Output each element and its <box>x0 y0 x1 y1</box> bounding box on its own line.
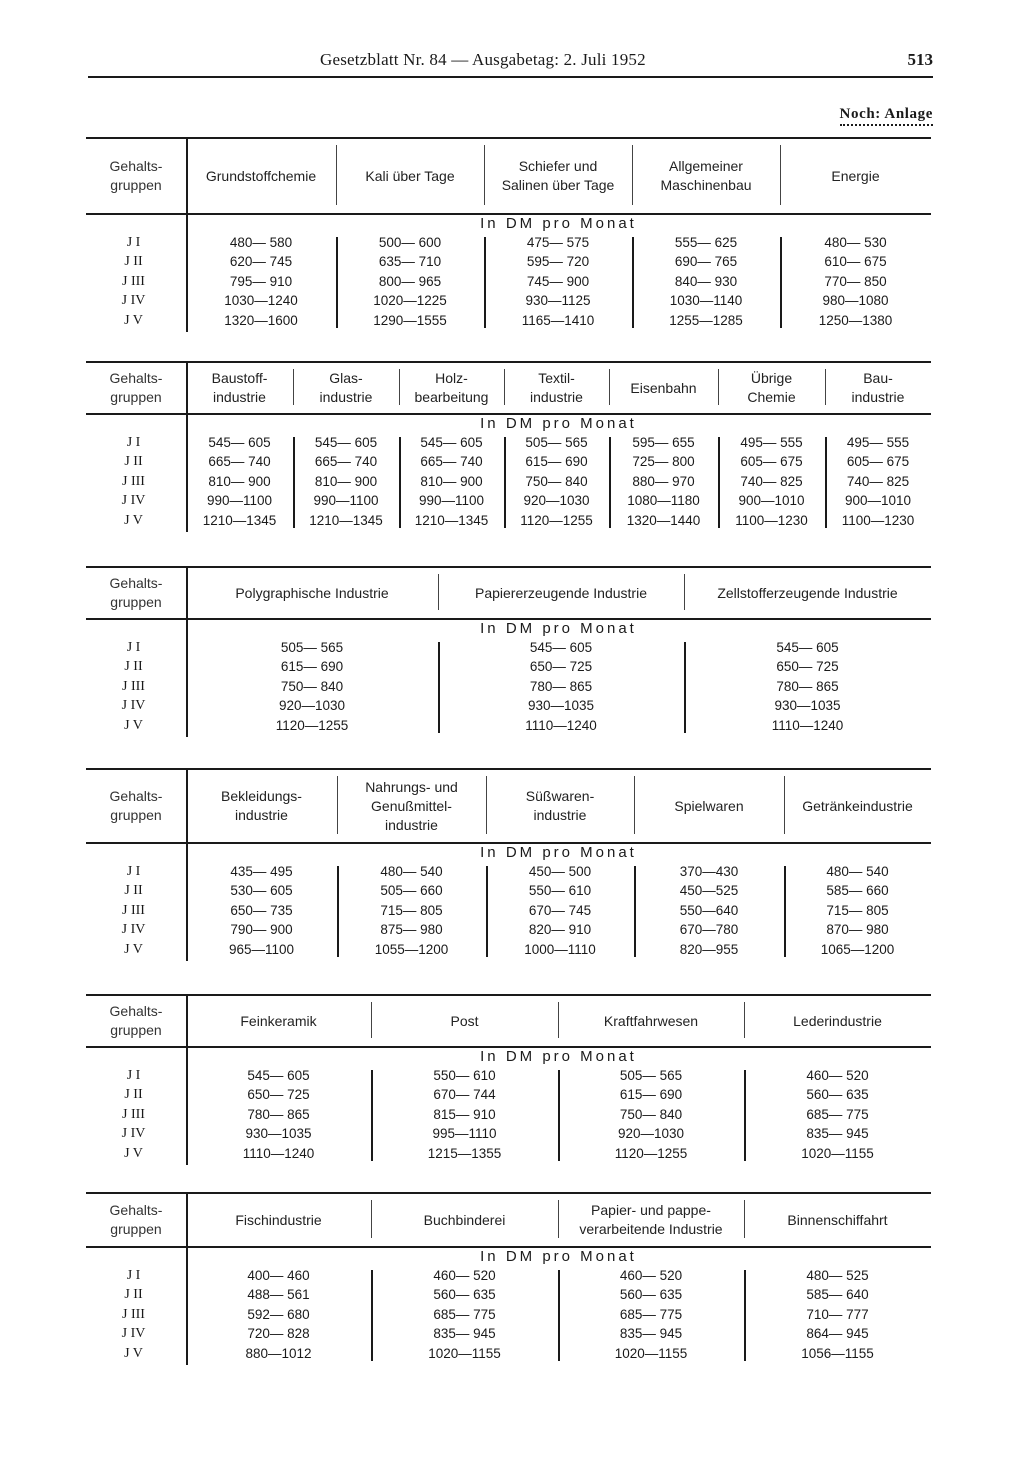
industry-column-header: Energie <box>831 167 880 184</box>
table-header <box>86 566 931 620</box>
salary-range-cell: 740— 825 <box>740 473 803 489</box>
salary-range-cell: 965—1100 <box>228 941 295 957</box>
salary-range-cell: 770— 850 <box>824 273 887 289</box>
table-body <box>86 618 931 741</box>
salary-range-cell: 1210—1345 <box>309 512 383 528</box>
salary-range-cell: 1120—1255 <box>614 1145 688 1161</box>
column-divider <box>718 369 719 405</box>
salary-range-cell: 880— 970 <box>632 473 695 489</box>
salary-range-cell: 560— 635 <box>619 1287 683 1303</box>
salary-range-cell: 610— 675 <box>824 254 887 270</box>
salary-range-cell: 545— 605 <box>420 435 483 450</box>
salary-range-cell: 555— 625 <box>674 235 738 250</box>
salary-group-label: J I <box>126 235 141 250</box>
salary-range-cell: 1020—1155 <box>614 1345 688 1361</box>
salary-range-cell: 1055—1200 <box>374 941 449 957</box>
industry-column-header: Schiefer und Salinen über Tage <box>501 158 615 193</box>
salary-range-cell: 1030—1240 <box>224 293 298 309</box>
salary-range-cell: 475— 575 <box>526 235 590 250</box>
column-divider <box>371 1200 372 1238</box>
salary-range-cell: 795— 910 <box>229 273 293 289</box>
salary-group-label: J V <box>124 512 143 528</box>
salary-range-cell: 1020—1155 <box>801 1145 874 1161</box>
salary-group-label: J V <box>124 717 143 733</box>
salary-range-cell: 1020—1225 <box>373 293 447 309</box>
salary-range-cell: 605— 675 <box>740 454 803 470</box>
salary-range-cell: 750— 840 <box>619 1106 683 1122</box>
column-divider <box>780 145 781 205</box>
salary-range-cell: 450—525 <box>679 883 739 899</box>
salary-range-cell: 595— 720 <box>526 254 590 270</box>
salary-group-label: J IV <box>121 293 146 309</box>
salary-range-cell: 1110—1240 <box>242 1145 315 1161</box>
industry-column-header: Getränkeindustrie <box>802 797 913 814</box>
salary-group-header: Gehalts- gruppen <box>109 1202 163 1237</box>
column-divider <box>684 574 685 610</box>
industry-column-header: Spielwaren <box>674 797 744 814</box>
column-divider <box>186 996 188 1046</box>
salary-range-cell: 550— 610 <box>528 883 592 899</box>
salary-range-cell: 505— 565 <box>525 435 588 450</box>
salary-range-cell: 1100—1230 <box>841 512 915 528</box>
salary-range-cell: 740— 825 <box>846 473 910 489</box>
salary-range-cell: 480— 580 <box>229 235 293 250</box>
salary-group-header: Gehalts- gruppen <box>109 158 163 193</box>
salary-group-label: J III <box>122 902 145 918</box>
salary-range-cell: 920—1030 <box>523 493 590 509</box>
salary-range-cell: 635— 710 <box>378 254 442 270</box>
salary-range-cell: 435— 495 <box>230 864 293 879</box>
salary-range-cell: 685— 775 <box>806 1106 869 1122</box>
salary-range-cell: 1320—1600 <box>224 312 298 328</box>
salary-range-cell: 460— 520 <box>806 1068 869 1083</box>
table-header <box>86 137 931 215</box>
salary-range-cell: 835— 945 <box>619 1326 683 1342</box>
salary-range-cell: 750— 840 <box>280 678 344 694</box>
salary-group-label: J II <box>124 659 143 675</box>
salary-group-label: J III <box>122 273 145 289</box>
salary-range-cell: 615— 690 <box>525 454 588 470</box>
page-number: 513 <box>907 50 933 69</box>
salary-range-cell: 930—1125 <box>525 293 591 309</box>
table-header <box>86 994 931 1048</box>
salary-range-cell: 810— 900 <box>314 473 378 489</box>
column-divider <box>337 776 338 834</box>
salary-range-cell: 460— 520 <box>619 1268 683 1283</box>
industry-column-header: Polygraphische Industrie <box>235 584 389 601</box>
column-divider <box>632 145 633 205</box>
salary-group-label: J II <box>124 454 143 470</box>
column-divider <box>186 770 188 842</box>
column-divider <box>558 1002 559 1038</box>
salary-range-cell: 495— 555 <box>740 435 803 450</box>
salary-range-cell: 720— 828 <box>247 1326 310 1342</box>
unit-label: In DM pro Monat <box>480 844 637 861</box>
salary-range-cell: 620— 745 <box>229 254 293 270</box>
salary-range-cell: 835— 945 <box>433 1326 496 1342</box>
salary-range-cell: 505— 660 <box>380 883 443 899</box>
industry-column-header: Lederindustrie <box>793 1012 882 1029</box>
industry-column-header: Zellstofferzeugende Industrie <box>717 584 898 601</box>
column-divider <box>399 369 400 405</box>
unit-label: In DM pro Monat <box>480 1248 637 1265</box>
salary-group-label: J V <box>124 1345 143 1361</box>
salary-group-label: J IV <box>121 1326 146 1342</box>
salary-range-cell: 1250—1380 <box>818 312 893 328</box>
salary-range-cell: 480— 540 <box>380 864 443 879</box>
salary-range-cell: 790— 900 <box>230 922 293 938</box>
salary-range-cell: 745— 900 <box>526 273 590 289</box>
salary-range-cell: 545— 605 <box>529 640 593 655</box>
salary-range-cell: 585— 660 <box>826 883 889 899</box>
salary-group-label: J IV <box>121 1126 146 1142</box>
unit-label: In DM pro Monat <box>480 215 637 232</box>
page-header <box>88 44 933 78</box>
column-divider <box>634 776 635 834</box>
industry-column-header: Fischindustrie <box>235 1211 322 1228</box>
salary-range-cell: 810— 900 <box>208 473 271 489</box>
salary-table-2 <box>86 361 931 534</box>
salary-range-cell: 650— 735 <box>230 902 293 918</box>
table-body <box>86 413 931 536</box>
industry-column-header: Papiererzeugende Industrie <box>474 584 647 601</box>
salary-range-cell: 592— 680 <box>247 1306 310 1322</box>
salary-range-cell: 900—1010 <box>738 493 805 509</box>
salary-range-cell: 780— 865 <box>776 678 839 694</box>
salary-range-cell: 670—780 <box>679 922 739 938</box>
salary-range-cell: 1210—1345 <box>414 512 489 528</box>
salary-range-cell: 930—1035 <box>245 1126 312 1142</box>
industry-column-header: Allgemeiner Maschinenbau <box>660 158 752 193</box>
salary-range-cell: 550— 610 <box>433 1068 496 1083</box>
salary-range-cell: 995—1110 <box>432 1126 497 1142</box>
salary-range-cell: 530— 605 <box>230 883 293 899</box>
table-header <box>86 361 931 415</box>
salary-range-cell: 1320—1440 <box>626 512 701 528</box>
industry-column-header: Feinkeramik <box>240 1012 317 1029</box>
salary-range-cell: 820— 910 <box>528 922 592 938</box>
salary-range-cell: 810— 900 <box>420 473 483 489</box>
salary-group-label: J I <box>126 864 141 879</box>
salary-range-cell: 780— 865 <box>247 1106 310 1122</box>
column-divider <box>186 363 188 413</box>
column-divider <box>484 145 485 205</box>
salary-group-label: J IV <box>121 922 146 938</box>
salary-range-cell: 585— 640 <box>806 1287 869 1303</box>
salary-group-label: J V <box>124 941 143 957</box>
column-divider <box>784 776 785 834</box>
salary-range-cell: 488— 561 <box>247 1287 310 1303</box>
salary-range-cell: 665— 740 <box>420 454 483 470</box>
unit-label: In DM pro Monat <box>480 1048 637 1065</box>
salary-range-cell: 480— 530 <box>824 235 887 250</box>
industry-column-header: Post <box>450 1012 479 1029</box>
column-divider <box>371 1002 372 1038</box>
salary-range-cell: 880—1012 <box>245 1345 312 1361</box>
salary-range-cell: 400— 460 <box>247 1268 310 1283</box>
industry-column-header: Eisenbahn <box>630 379 697 396</box>
column-divider <box>293 369 294 405</box>
salary-group-label: J III <box>122 1306 145 1322</box>
salary-range-cell: 930—1035 <box>527 698 595 714</box>
column-divider <box>744 1200 745 1238</box>
salary-range-cell: 1110—1240 <box>525 717 597 733</box>
industry-column-header: Kraftfahrwesen <box>603 1012 699 1029</box>
salary-range-cell: 685— 775 <box>433 1306 496 1322</box>
salary-range-cell: 780— 865 <box>529 678 593 694</box>
salary-group-header: Gehalts- gruppen <box>109 788 163 823</box>
industry-column-header: Buchbinderei <box>423 1211 506 1228</box>
industry-column-header: Bekleidungs- industrie <box>221 788 302 823</box>
salary-range-cell: 870— 980 <box>826 922 889 938</box>
industry-column-header: Bau- industrie <box>851 370 905 405</box>
salary-group-label: J IV <box>121 493 146 509</box>
salary-range-cell: 670— 744 <box>433 1087 496 1103</box>
salary-range-cell: 665— 740 <box>314 454 378 470</box>
salary-range-cell: 505— 565 <box>280 640 344 655</box>
industry-column-header: Papier- und pappe- verarbeitende Industrie <box>579 1202 723 1237</box>
salary-range-cell: 1020—1155 <box>428 1345 501 1361</box>
salary-range-cell: 725— 800 <box>632 454 695 470</box>
salary-range-cell: 690— 765 <box>674 254 738 270</box>
salary-range-cell: 545— 605 <box>208 435 271 450</box>
salary-range-cell: 480— 540 <box>826 864 889 879</box>
salary-range-cell: 835— 945 <box>806 1126 869 1142</box>
column-divider <box>486 776 487 834</box>
salary-range-cell: 920—1030 <box>617 1126 685 1142</box>
salary-range-cell: 840— 930 <box>674 273 738 289</box>
salary-range-cell: 480— 525 <box>806 1268 869 1283</box>
salary-range-cell: 990—1100 <box>313 493 379 509</box>
salary-range-cell: 1165—1410 <box>521 312 595 328</box>
salary-range-cell: 450— 500 <box>528 864 592 879</box>
industry-column-header: Holz- bearbeitung <box>414 370 489 405</box>
salary-group-label: J I <box>126 435 141 450</box>
salary-group-label: J II <box>124 254 143 270</box>
salary-range-cell: 1255—1285 <box>669 312 743 328</box>
column-divider <box>438 574 439 610</box>
salary-table-6 <box>86 1192 931 1367</box>
column-divider <box>558 1200 559 1238</box>
table-body <box>86 842 931 965</box>
salary-range-cell: 1120—1255 <box>520 512 593 528</box>
industry-column-header: Kali über Tage <box>365 167 455 184</box>
salary-range-cell: 1290—1555 <box>373 312 447 328</box>
column-divider <box>609 369 610 405</box>
column-divider <box>336 145 337 205</box>
salary-group-label: J III <box>122 473 145 489</box>
industry-column-header: Grundstoffchemie <box>205 167 317 184</box>
industry-column-header: Glas- industrie <box>319 370 373 405</box>
salary-range-cell: 685— 775 <box>619 1306 683 1322</box>
salary-range-cell: 545— 605 <box>314 435 378 450</box>
annex-continuation-label: Noch: Anlage <box>840 106 933 126</box>
salary-range-cell: 670— 745 <box>528 902 592 918</box>
salary-range-cell: 800— 965 <box>378 273 442 289</box>
table-body <box>86 1246 931 1369</box>
salary-range-cell: 650— 725 <box>247 1087 310 1103</box>
salary-range-cell: 875— 980 <box>380 922 443 938</box>
salary-group-label: J II <box>124 1287 143 1303</box>
column-divider <box>186 568 188 618</box>
salary-range-cell: 595— 655 <box>632 435 695 450</box>
industry-column-header: Nahrungs- und Genußmittel- industrie <box>365 778 458 833</box>
industry-column-header: Süßwaren- industrie <box>525 788 595 823</box>
salary-group-label: J II <box>124 883 143 899</box>
salary-group-label: J I <box>126 1068 141 1083</box>
salary-table-3 <box>86 566 931 739</box>
salary-group-header: Gehalts- gruppen <box>109 575 163 610</box>
salary-range-cell: 550—640 <box>679 902 739 918</box>
unit-label: In DM pro Monat <box>480 620 637 637</box>
salary-range-cell: 1210—1345 <box>202 512 277 528</box>
column-divider <box>504 369 505 405</box>
salary-range-cell: 820—955 <box>679 941 739 957</box>
salary-range-cell: 990—1100 <box>418 493 485 509</box>
industry-column-header: Übrige Chemie <box>747 370 796 405</box>
salary-range-cell: 1120—1255 <box>275 717 349 733</box>
salary-range-cell: 1056—1155 <box>801 1345 874 1361</box>
salary-range-cell: 930—1035 <box>774 698 841 714</box>
salary-range-cell: 815— 910 <box>433 1106 496 1122</box>
salary-range-cell: 650— 725 <box>776 659 839 675</box>
salary-range-cell: 750— 840 <box>525 473 588 489</box>
salary-table-4 <box>86 768 931 963</box>
salary-group-label: J III <box>122 678 145 694</box>
gazette-title: Gesetzblatt Nr. 84 — Ausgabetag: 2. Juli 1952 <box>320 50 646 69</box>
salary-group-header: Gehalts- gruppen <box>109 1003 163 1038</box>
salary-range-cell: 980—1080 <box>822 293 889 309</box>
salary-range-cell: 665— 740 <box>208 454 271 470</box>
salary-range-cell: 1065—1200 <box>820 941 895 957</box>
industry-column-header: Baustoff- industrie <box>211 370 268 405</box>
salary-range-cell: 615— 690 <box>619 1087 683 1103</box>
salary-range-cell: 1215—1355 <box>427 1145 502 1161</box>
salary-range-cell: 505— 565 <box>619 1068 683 1083</box>
industry-column-header: Textil- industrie <box>530 370 583 405</box>
salary-range-cell: 715— 805 <box>826 902 889 918</box>
salary-group-label: J III <box>122 1106 145 1122</box>
salary-range-cell: 615— 690 <box>280 659 344 675</box>
salary-range-cell: 1100—1230 <box>735 512 808 528</box>
salary-range-cell: 460— 520 <box>433 1268 496 1283</box>
salary-table-5 <box>86 994 931 1167</box>
salary-range-cell: 710— 777 <box>806 1306 869 1322</box>
salary-range-cell: 920—1030 <box>278 698 346 714</box>
salary-range-cell: 1000—1110 <box>524 941 596 957</box>
salary-range-cell: 1030—1140 <box>669 293 743 309</box>
salary-range-cell: 990—1100 <box>206 493 273 509</box>
salary-range-cell: 900—1010 <box>844 493 912 509</box>
salary-range-cell: 864— 945 <box>806 1326 869 1342</box>
salary-range-cell: 715— 805 <box>380 902 443 918</box>
salary-group-label: J V <box>124 312 143 328</box>
unit-label: In DM pro Monat <box>480 415 637 432</box>
table-body <box>86 1046 931 1169</box>
salary-group-label: J V <box>124 1145 143 1161</box>
salary-range-cell: 495— 555 <box>846 435 910 450</box>
salary-table-1 <box>86 137 931 334</box>
salary-group-label: J I <box>126 1268 141 1283</box>
column-divider <box>744 1002 745 1038</box>
salary-range-cell: 1110—1240 <box>771 717 844 733</box>
salary-group-label: J II <box>124 1087 143 1103</box>
table-header <box>86 768 931 844</box>
salary-range-cell: 500— 600 <box>378 235 442 250</box>
salary-range-cell: 560— 635 <box>806 1087 869 1103</box>
column-divider <box>186 139 188 213</box>
salary-range-cell: 370—430 <box>679 864 739 879</box>
salary-range-cell: 545— 605 <box>776 640 839 655</box>
industry-column-header: Binnenschiffahrt <box>787 1211 888 1228</box>
column-divider <box>825 369 826 405</box>
salary-range-cell: 605— 675 <box>846 454 910 470</box>
salary-range-cell: 1080—1180 <box>627 493 700 509</box>
table-body <box>86 213 931 336</box>
salary-group-header: Gehalts- gruppen <box>109 370 163 405</box>
salary-range-cell: 650— 725 <box>529 659 593 675</box>
salary-group-label: J IV <box>121 698 146 714</box>
table-header <box>86 1192 931 1248</box>
salary-group-label: J I <box>126 640 141 655</box>
salary-range-cell: 560— 635 <box>433 1287 496 1303</box>
column-divider <box>186 1194 188 1246</box>
salary-range-cell: 545— 605 <box>247 1068 310 1083</box>
